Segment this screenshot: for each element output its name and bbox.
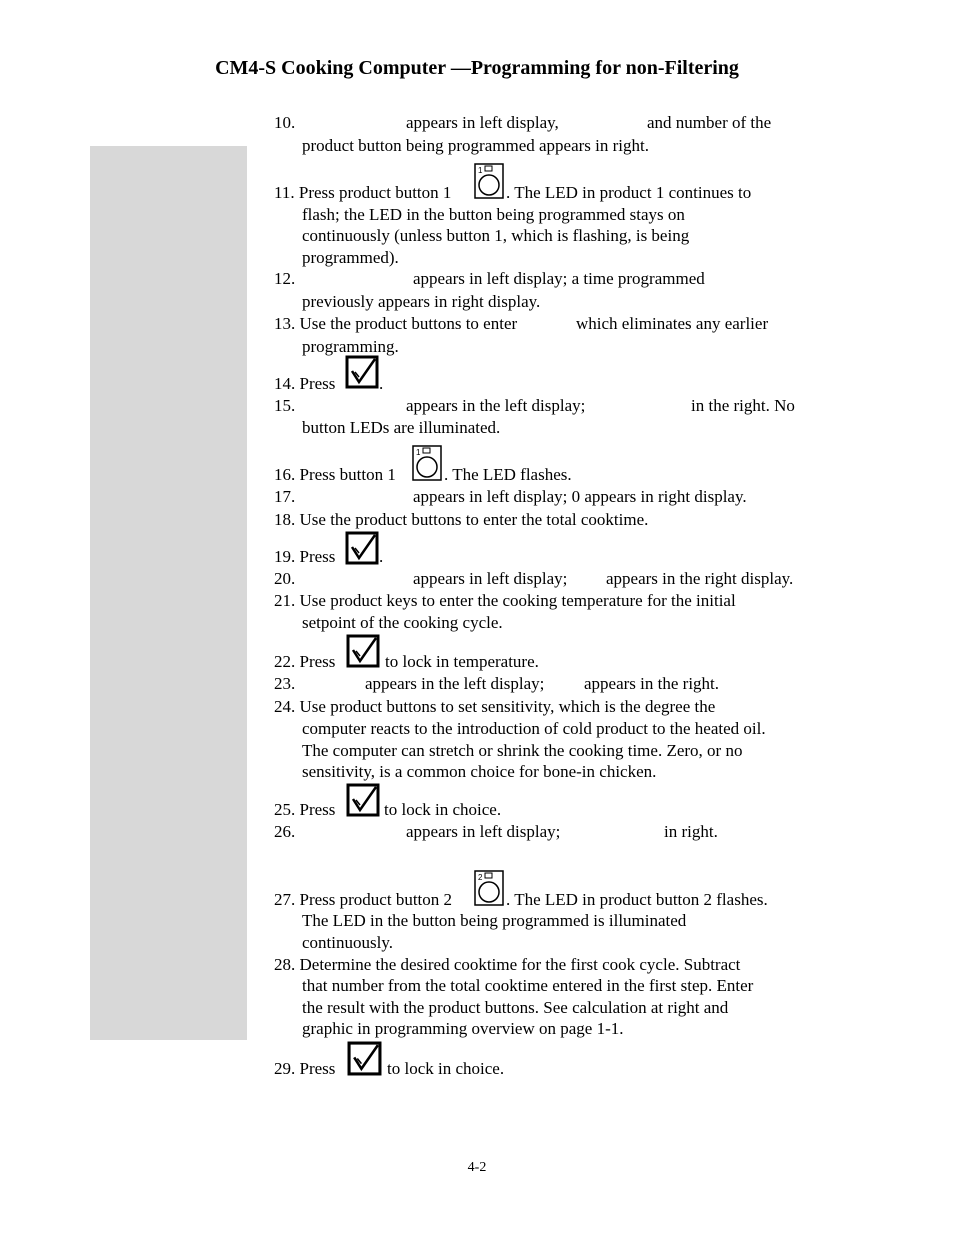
step-11-number: 11. Press product button 1 xyxy=(274,183,452,202)
step-15-text-b: in the right. No xyxy=(691,396,795,415)
step-28-text-a: that number from the total cooktime entered in the first step. Enter xyxy=(302,976,754,995)
check-button-icon xyxy=(345,634,381,668)
product-button-2-icon xyxy=(474,870,504,906)
step-19-number: 19. Press xyxy=(274,547,336,566)
sidebar-panel xyxy=(90,146,247,1040)
check-button-icon xyxy=(345,783,381,817)
step-13-text-b: programming. xyxy=(302,337,399,356)
product-button-1-icon xyxy=(412,445,442,481)
step-15-text-c: button LEDs are illuminated. xyxy=(302,418,501,437)
check-button-icon xyxy=(345,355,379,389)
step-20-text-b: appears in the right display. xyxy=(606,569,794,588)
step-10-text-b: and number of the xyxy=(647,113,772,132)
step-13-text-a: which eliminates any earlier xyxy=(576,314,769,333)
step-15-text-a: appears in the left display; xyxy=(406,396,586,415)
step-27-number: 27. Press product button 2 xyxy=(274,890,453,909)
step-10-text-c: product button being programmed appears in right. xyxy=(302,136,649,155)
step-28-text-c: graphic in programming overview on page 1-1. xyxy=(302,1019,624,1038)
step-21-number: 21. Use product keys to enter the cooking temperature for the initial xyxy=(274,591,736,610)
step-15-number: 15. xyxy=(274,396,296,415)
step-16-number: 16. Press button 1 xyxy=(274,465,396,484)
check-button-icon xyxy=(346,1041,383,1076)
step-17-number: 17. xyxy=(274,487,296,506)
step-23-number: 23. xyxy=(274,674,296,693)
svg-text:1: 1 xyxy=(478,166,483,175)
step-25-text-a: to lock in choice. xyxy=(384,800,502,819)
step-12-text-b: previously appears in right display. xyxy=(302,292,541,311)
step-10-number: 10. xyxy=(274,113,296,132)
step-11-text-a: . The LED in product 1 continues to xyxy=(506,183,752,202)
step-21-text-a: setpoint of the cooking cycle. xyxy=(302,613,503,632)
step-12-number: 12. xyxy=(274,269,296,288)
page-number: 4-2 xyxy=(467,1160,487,1175)
svg-text:1: 1 xyxy=(416,448,421,457)
page-title: CM4-S Cooking Computer —Programming for non-Filtering xyxy=(215,57,739,79)
step-22-text-a: to lock in temperature. xyxy=(385,652,539,671)
step-13-number: 13. Use the product buttons to enter xyxy=(274,314,518,333)
check-button-icon xyxy=(345,531,379,565)
step-18-number: 18. Use the product buttons to enter the total cooktime. xyxy=(274,510,649,529)
step-24-text-c: sensitivity, is a common choice for bone-in chicken. xyxy=(302,762,657,781)
step-27-text-b: The LED in the button being programmed is illuminated xyxy=(302,911,687,930)
step-11-text-d: programmed). xyxy=(302,248,399,267)
step-24-number: 24. Use product buttons to set sensitivity, which is the degree the xyxy=(274,697,716,716)
step-26-text-b: in right. xyxy=(664,822,718,841)
step-20-number: 20. xyxy=(274,569,296,588)
step-27-text-c: continuously. xyxy=(302,933,393,952)
step-10-text-a: appears in left display, xyxy=(406,113,559,132)
step-17-text-a: appears in left display; 0 appears in right display. xyxy=(413,487,747,506)
step-29-number: 29. Press xyxy=(274,1059,336,1078)
step-22-number: 22. Press xyxy=(274,652,336,671)
step-11-text-c: continuously (unless button 1, which is flashing, is being xyxy=(302,226,690,245)
product-button-1-icon xyxy=(474,163,504,199)
step-14-text-a: . xyxy=(379,374,384,393)
step-28-number: 28. Determine the desired cooktime for the first cook cycle. Subtract xyxy=(274,955,741,974)
step-14-number: 14. Press xyxy=(274,374,336,393)
step-12-text-a: appears in left display; a time programmed xyxy=(413,269,705,288)
step-25-number: 25. Press xyxy=(274,800,336,819)
step-19-text-a: . xyxy=(379,547,384,566)
step-20-text-a: appears in left display; xyxy=(413,569,568,588)
step-29-text-a: to lock in choice. xyxy=(387,1059,505,1078)
step-24-text-b: The computer can stretch or shrink the cooking time. Zero, or no xyxy=(302,741,743,760)
step-23-text-a: appears in the left display; xyxy=(365,674,545,693)
step-11-text-b: flash; the LED in the button being programmed stays on xyxy=(302,205,685,224)
step-27-text-a: . The LED in product button 2 flashes. xyxy=(506,890,768,909)
step-23-text-b: appears in the right. xyxy=(584,674,720,693)
step-28-text-b: the result with the product buttons. See calculation at right and xyxy=(302,998,729,1017)
step-16-text-a: . The LED flashes. xyxy=(444,465,572,484)
step-26-number: 26. xyxy=(274,822,296,841)
step-26-text-a: appears in left display; xyxy=(406,822,561,841)
svg-text:2: 2 xyxy=(478,873,483,882)
step-24-text-a: computer reacts to the introduction of cold product to the heated oil. xyxy=(302,719,766,738)
